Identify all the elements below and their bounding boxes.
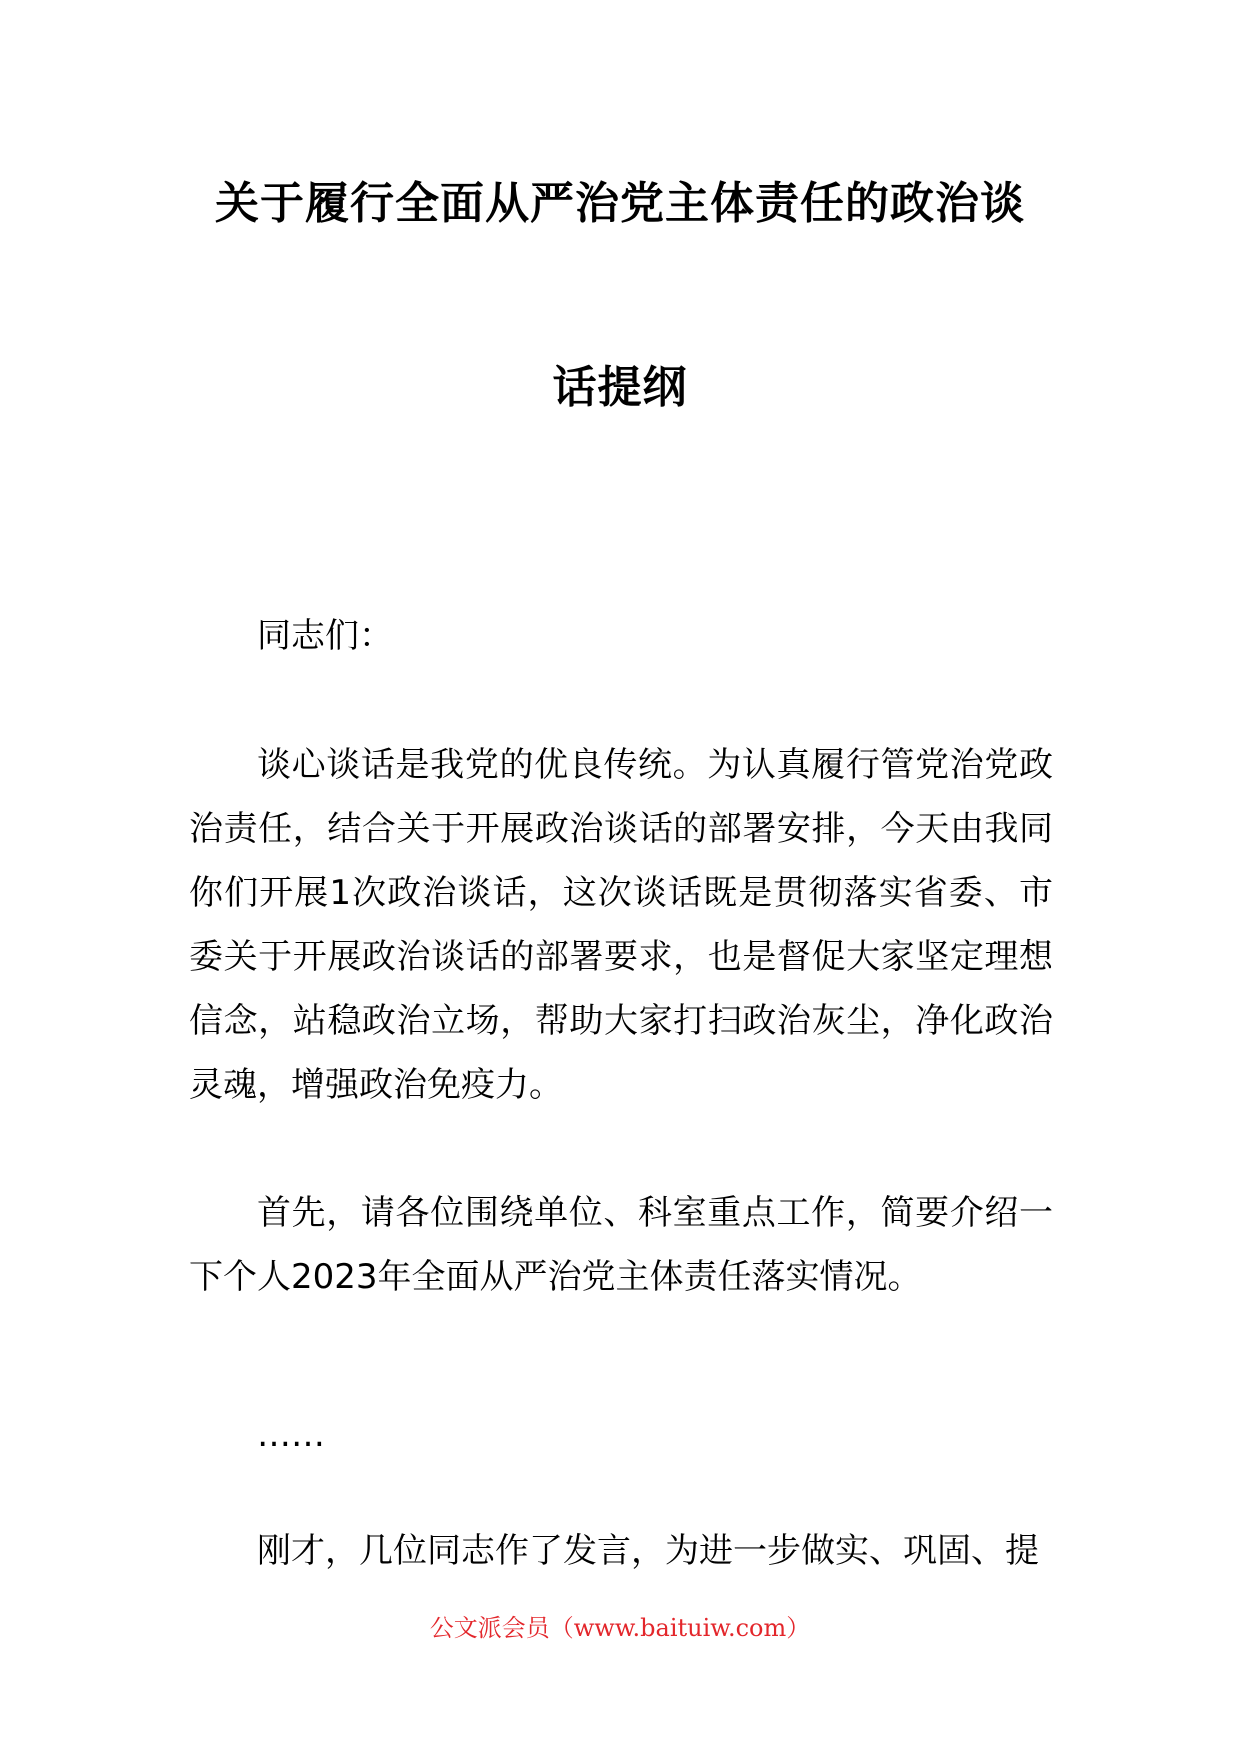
paragraph-first-request: 首先，请各位围绕单位、科室重点工作，简要介绍一下个人2023年全面从严治党主体责任落实情况。 bbox=[189, 1193, 1053, 1297]
document-title-line-2: 话提纲 bbox=[552, 362, 688, 413]
footer-watermark-text: 公文派会员（www.baituiw.com） bbox=[429, 1614, 811, 1642]
greeting: 同志们： bbox=[257, 616, 393, 656]
document-title-line-1: 关于履行全面从严治党主体责任的政治谈 bbox=[215, 178, 1025, 229]
footer-watermark bbox=[0, 1612, 1240, 1644]
paragraph-closing-start: 刚才，几位同志作了发言，为进一步做实、巩固、提 bbox=[257, 1531, 1039, 1571]
paragraph-ellipsis: …… bbox=[257, 1415, 325, 1455]
paragraph-intro: 谈心谈话是我党的优良传统。为认真履行管党治党政治责任，结合关于开展政治谈话的部署安排，今天由我同你们开展1次政治谈话，这次谈话既是贯彻落实省委、市委关于开展政治谈话的部署要求，也是督促大家坚定理想信念，站稳政治立场，帮助大家打扫政治灰尘，净化政治灵魂，增强政治免疫力。 bbox=[189, 745, 1053, 1105]
